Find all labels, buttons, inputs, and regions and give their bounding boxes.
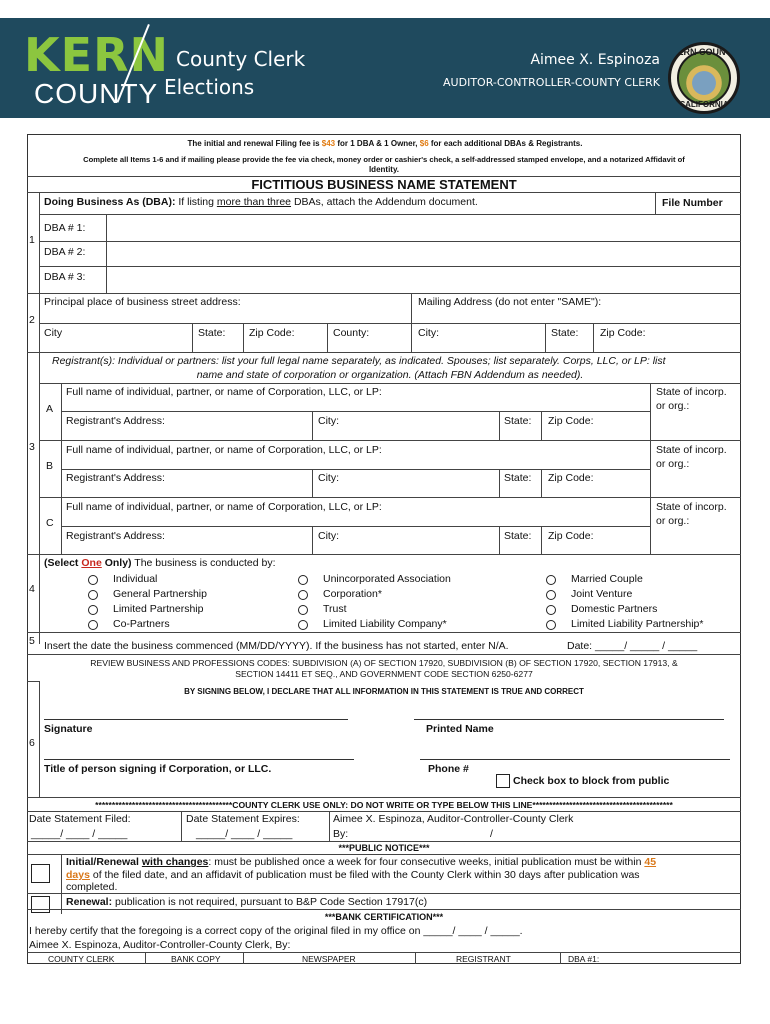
option-joint-venture: Joint Venture	[571, 588, 633, 600]
copy-county-clerk: COUNTY CLERK	[48, 954, 115, 964]
option-co-partners: Co-Partners	[113, 618, 170, 630]
registrant-b-or-org: or org.:	[656, 458, 690, 470]
date-filed-label: Date Statement Filed:	[29, 813, 131, 825]
block-public-label: Check box to block from public	[513, 775, 670, 787]
review-line2: SECTION 14411 ET SEQ., AND GOVERNMENT CODE SECTION 6250-6277	[235, 669, 533, 679]
dba3-field[interactable]	[108, 268, 740, 291]
dba2-field[interactable]	[108, 243, 740, 264]
dba-label: Doing Business As (DBA): If listing more than three DBAs, attach the Addendum document.	[44, 196, 478, 208]
registrant-a-letter: A	[46, 403, 54, 415]
registrants-intro-line2: name and state of corporation or organization. (Attach FBN Addendum as needed).	[196, 369, 584, 381]
commenced-date-label: Insert the date the business commenced (MM/DD/YYYY). If the business has not started, enter N/A.	[44, 640, 509, 652]
copy-registrant: REGISTRANT	[456, 954, 511, 964]
radio-individual[interactable]	[88, 575, 98, 585]
section-6-number: 6	[29, 737, 35, 749]
signature-line[interactable]	[44, 719, 348, 720]
block-public-checkbox[interactable]	[496, 774, 510, 788]
registrant-b-state-label: State:	[504, 472, 532, 484]
review-line1: REVIEW BUSINESS AND PROFESSIONS CODES: SUBDIVISION (A) OF SECTION 17920, SUBDIVISION (B) OF SECTION 17920, SECTION 17913, &	[90, 658, 678, 668]
dba2-label: DBA # 2:	[44, 246, 86, 258]
zip-label: Zip Code:	[249, 327, 295, 339]
radio-unincorporated-association[interactable]	[298, 575, 308, 585]
dba3-label: DBA # 3:	[44, 271, 86, 283]
instructions-line2: Identity.	[368, 165, 400, 174]
logo-county: COUNTY	[34, 78, 159, 109]
registrant-c-city-label: City:	[318, 530, 339, 542]
section-3-number: 3	[29, 441, 35, 453]
phone-label: Phone #	[428, 763, 469, 775]
bank-certification-title: ***BANK CERTIFICATION***	[324, 912, 444, 922]
option-domestic-partners: Domestic Partners	[571, 603, 658, 615]
registrant-a-address-label: Registrant's Address:	[66, 415, 165, 427]
radio-general-partnership[interactable]	[88, 590, 98, 600]
form-title: FICTITIOUS BUSINESS NAME STATEMENT	[251, 177, 517, 192]
registrant-b-letter: B	[46, 460, 54, 472]
clerk-by-label: By:	[333, 828, 349, 840]
clerk-by-slash: /	[490, 828, 493, 840]
registrant-a-city-label: City:	[318, 415, 339, 427]
dba1-label: DBA # 1:	[44, 222, 86, 234]
registrant-c-letter: C	[46, 517, 54, 529]
title-line[interactable]	[44, 759, 354, 760]
registrant-b-zip-label: Zip Code:	[548, 472, 594, 484]
registrant-a-state-incorp: State of incorp.	[656, 386, 727, 398]
radio-trust[interactable]	[298, 605, 308, 615]
section-4-number: 4	[29, 583, 35, 595]
option-married-couple: Married Couple	[571, 573, 643, 585]
section-5-number: 5	[29, 635, 35, 647]
radio-married-couple[interactable]	[546, 575, 556, 585]
option-llp: Limited Liability Partnership*	[571, 618, 704, 630]
date-filed-field[interactable]: _____/ ____ / _____	[31, 828, 128, 840]
title-label: Title of person signing if Corporation, or LLC.	[44, 763, 272, 775]
copy-bank: BANK COPY	[171, 954, 221, 964]
official-name: Aimee X. Espinoza	[530, 52, 660, 68]
date-expires-field[interactable]: _____/ ____ / _____	[196, 828, 293, 840]
initial-renewal-line1: Initial/Renewal with changes: must be published once a week for four consecutive weeks, initial publication must be within 45	[66, 856, 657, 868]
copy-newspaper: NEWSPAPER	[302, 954, 356, 964]
city-label: City	[44, 327, 63, 339]
registrant-b-city-label: City:	[318, 472, 339, 484]
county-label: County:	[333, 327, 370, 339]
clerk-name: Aimee X. Espinoza, Auditor-Controller-County Clerk	[333, 813, 574, 825]
radio-limited-partnership[interactable]	[88, 605, 98, 615]
mailing-city-label: City:	[418, 327, 439, 339]
registrant-a-or-org: or org.:	[656, 400, 690, 412]
mailing-state-label: State:	[551, 327, 579, 339]
certify-by: Aimee X. Espinoza, Auditor-Controller-County Clerk, By:	[29, 939, 291, 951]
registrant-c-fullname-label: Full name of individual, partner, or name of Corporation, LLC, or LP:	[66, 501, 382, 513]
initial-renewal-line2: days of the filed date, and an affidavit of publication must be filed with the County Clerk within 30 days after publication was	[66, 869, 640, 881]
option-limited-partnership: Limited Partnership	[113, 603, 204, 615]
county-seal-icon: KERN COUNTY CALIFORNIA	[668, 42, 740, 114]
radio-joint-venture[interactable]	[546, 590, 556, 600]
public-notice-title: ***PUBLIC NOTICE***	[338, 843, 430, 853]
option-llc: Limited Liability Company*	[323, 618, 447, 630]
option-individual: Individual	[113, 573, 158, 585]
principal-address-label: Principal place of business street address:	[44, 296, 241, 308]
declaration: BY SIGNING BELOW, I DECLARE THAT ALL INFORMATION IN THIS STATEMENT IS TRUE AND CORRECT	[184, 687, 584, 696]
initial-renewal-line3: completed.	[66, 881, 118, 893]
logo-kern: KERN	[24, 28, 169, 82]
business-type-label: (Select One Only) The business is conducted by:	[44, 557, 276, 569]
radio-domestic-partners[interactable]	[546, 605, 556, 615]
copy-dba1: DBA #1:	[568, 954, 600, 964]
dba1-field[interactable]	[108, 216, 740, 239]
registrant-c-zip-label: Zip Code:	[548, 530, 594, 542]
printed-name-line[interactable]	[414, 719, 724, 720]
registrant-b-state-incorp: State of incorp.	[656, 444, 727, 456]
option-general-partnership: General Partnership	[113, 588, 207, 600]
header-title-line2: Elections	[164, 75, 255, 99]
registrant-b-address-label: Registrant's Address:	[66, 472, 165, 484]
radio-co-partners[interactable]	[88, 620, 98, 630]
section-2-number: 2	[29, 314, 35, 326]
mailing-zip-label: Zip Code:	[600, 327, 646, 339]
registrant-c-state-label: State:	[504, 530, 532, 542]
official-title: AUDITOR-CONTROLLER-COUNTY CLERK	[443, 76, 660, 89]
registrant-a-state-label: State:	[504, 415, 532, 427]
registrant-c-or-org: or org.:	[656, 515, 690, 527]
instructions-line1: Complete all Items 1-6 and if mailing please provide the fee via check, money order or cashier's check, a self-addressed stamped envelope, and a notarized Affidavit of	[83, 155, 685, 164]
date-expires-label: Date Statement Expires:	[186, 813, 300, 825]
radio-llc[interactable]	[298, 620, 308, 630]
registrant-b-fullname-label: Full name of individual, partner, or name of Corporation, LLC, or LP:	[66, 444, 382, 456]
file-number-label: File Number	[662, 197, 723, 209]
radio-corporation[interactable]	[298, 590, 308, 600]
fee-notice: The initial and renewal Filing fee is $43 for 1 DBA & 1 Owner, $6 for each additional DBAs & Registrants.	[187, 139, 583, 148]
registrants-intro-line1: Registrant(s): Individual or partners: list your full legal name separately, as indicated. Spouses; list separately. Corps, LLC, or LP: list	[52, 355, 666, 367]
commenced-date-field[interactable]: Date: _____/ _____ / _____	[567, 640, 698, 652]
option-trust: Trust	[323, 603, 347, 615]
mailing-address-label: Mailing Address (do not enter "SAME"):	[418, 296, 602, 308]
radio-llp[interactable]	[546, 620, 556, 630]
option-corporation: Corporation*	[323, 588, 382, 600]
state-label: State:	[198, 327, 226, 339]
renewal-text: Renewal: publication is not required, pursuant to B&P Code Section 17917(c)	[66, 896, 428, 908]
printed-name-label: Printed Name	[426, 723, 494, 735]
registrant-a-zip-label: Zip Code:	[548, 415, 594, 427]
section-1-number: 1	[29, 234, 35, 246]
phone-line[interactable]	[420, 759, 730, 760]
registrant-a-fullname-label: Full name of individual, partner, or name of Corporation, LLC, or LP:	[66, 386, 382, 398]
registrant-c-address-label: Registrant's Address:	[66, 530, 165, 542]
initial-renewal-checkbox[interactable]	[31, 864, 50, 883]
signature-label: Signature	[44, 723, 93, 735]
clerk-use-banner: *****************************************COUNTY CLERK USE ONLY: DO NOT WRITE OR TYPE BELOW THIS LINE******************************************	[95, 800, 673, 810]
header-title-line1: County Clerk	[176, 47, 306, 71]
registrant-c-state-incorp: State of incorp.	[656, 501, 727, 513]
certify-text: I hereby certify that the foregoing is a correct copy of the original filed in my office on _____/ ____ / _____.	[29, 925, 523, 937]
option-unincorporated-association: Unincorporated Association	[323, 573, 451, 585]
